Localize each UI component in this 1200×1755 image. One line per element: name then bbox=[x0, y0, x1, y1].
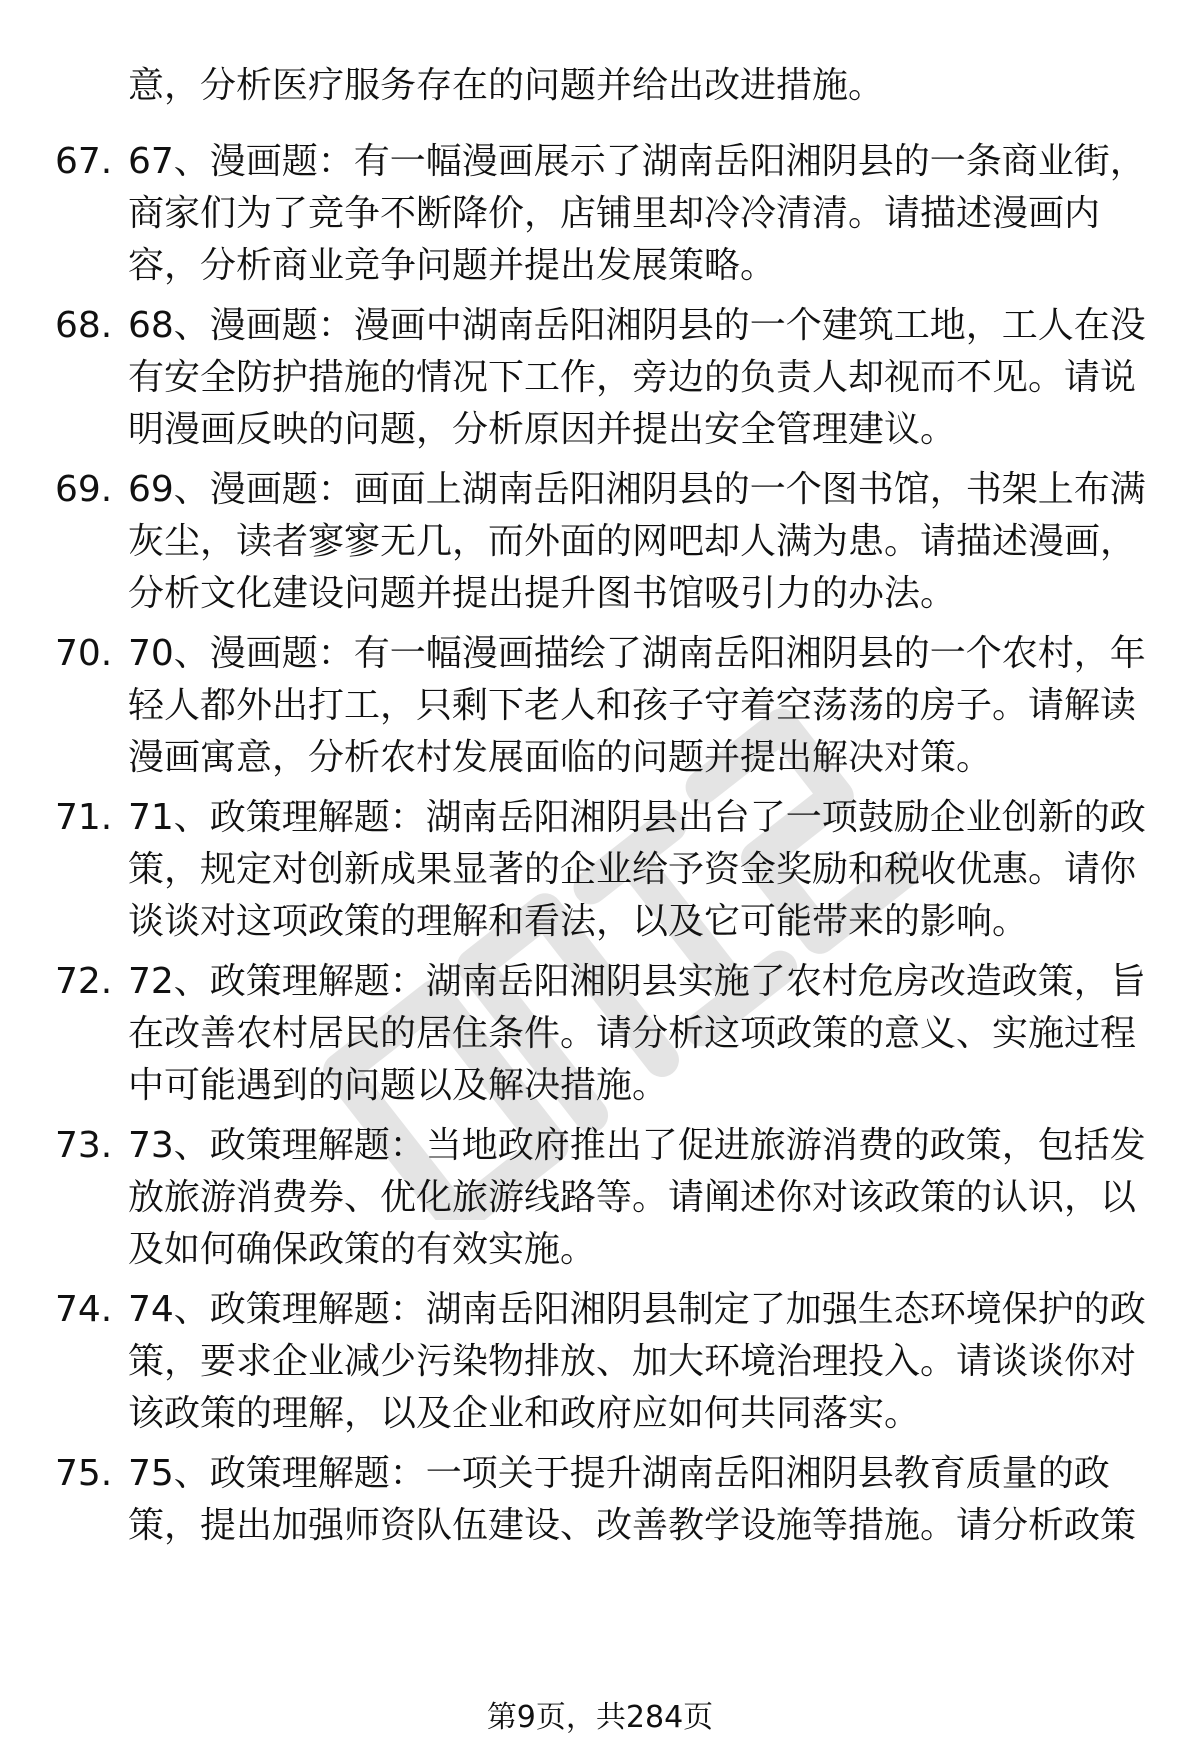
item-number: 68. bbox=[55, 305, 113, 346]
item-text-line: 在改善农村居民的居住条件。请分析这项政策的意义、实施过程 bbox=[128, 1013, 1137, 1054]
item-number: 67. bbox=[55, 141, 113, 182]
item-text bbox=[128, 628, 1158, 784]
item-text-line: 策，提出加强师资队伍建设、改善教学设施等措施。请分析政策 bbox=[128, 1505, 1137, 1546]
item-text-line: 有安全防护措施的情况下工作，旁边的负责人却视而不见。请说 bbox=[128, 357, 1137, 398]
item-text-line: 73、政策理解题：当地政府推出了促进旅游消费的政策，包括发 bbox=[128, 1125, 1146, 1166]
item-text-line: 明漫画反映的问题，分析原因并提出安全管理建议。 bbox=[128, 409, 957, 450]
item-text-line: 漫画寓意，分析农村发展面临的问题并提出解决对策。 bbox=[128, 737, 993, 778]
item-text-line: 71、政策理解题：湖南岳阳湘阴县出台了一项鼓励企业创新的政 bbox=[128, 797, 1146, 838]
item-text bbox=[128, 464, 1158, 620]
item-text-line: 谈谈对这项政策的理解和看法，以及它可能带来的影响。 bbox=[128, 901, 1029, 942]
item-text-line: 该政策的理解，以及企业和政府应如何共同落实。 bbox=[128, 1393, 921, 1434]
item-text bbox=[128, 956, 1158, 1112]
item-number: 75. bbox=[55, 1453, 113, 1494]
item-text-line: 75、政策理解题：一项关于提升湖南岳阳湘阴县教育质量的政 bbox=[128, 1453, 1110, 1494]
item-text bbox=[128, 1284, 1158, 1440]
item-text-line: 分析文化建设问题并提出提升图书馆吸引力的办法。 bbox=[128, 573, 957, 614]
item-text-line: 灰尘，读者寥寥无几，而外面的网吧却人满为患。请描述漫画， bbox=[128, 521, 1137, 562]
item-number: 70. bbox=[55, 633, 113, 674]
item-text-line: 及如何确保政策的有效实施。 bbox=[128, 1229, 597, 1270]
item-number: 73. bbox=[55, 1125, 113, 1166]
item-text-line: 69、漫画题：画面上湖南岳阳湘阴县的一个图书馆，书架上布满 bbox=[128, 469, 1146, 510]
item-text-line: 商家们为了竞争不断降价，店铺里却冷冷清清。请描述漫画内 bbox=[128, 193, 1101, 234]
item-text bbox=[128, 792, 1158, 948]
item-text-line: 74、政策理解题：湖南岳阳湘阴县制定了加强生态环境保护的政 bbox=[128, 1289, 1146, 1330]
item-text-line: 67、漫画题：有一幅漫画展示了湖南岳阳湘阴县的一条商业街， bbox=[128, 141, 1146, 182]
item-text-line: 策，要求企业减少污染物排放、加大环境治理投入。请谈谈你对 bbox=[128, 1341, 1137, 1382]
item-number: 74. bbox=[55, 1289, 113, 1330]
item-text-line: 72、政策理解题：湖南岳阳湘阴县实施了农村危房改造政策，旨 bbox=[128, 961, 1146, 1002]
item-text-line: 轻人都外出打工，只剩下老人和孩子守着空荡荡的房子。请解读 bbox=[128, 685, 1137, 726]
item-text-line: 70、漫画题：有一幅漫画描绘了湖南岳阳湘阴县的一个农村，年 bbox=[128, 633, 1146, 674]
item-number: 69. bbox=[55, 469, 113, 510]
item-text-line: 容，分析商业竞争问题并提出发展策略。 bbox=[128, 245, 777, 286]
item-text-line: 策，规定对创新成果显著的企业给予资金奖励和税收优惠。请你 bbox=[128, 849, 1137, 890]
intro-continuation-line: 意，分析医疗服务存在的问题并给出改进措施。 bbox=[128, 65, 885, 106]
item-number: 71. bbox=[55, 797, 113, 838]
item-text-line: 中可能遇到的问题以及解决措施。 bbox=[128, 1065, 669, 1106]
item-text-line: 放旅游消费券、优化旅游线路等。请阐述你对该政策的认识，以 bbox=[128, 1177, 1137, 1218]
item-text bbox=[128, 136, 1158, 292]
item-text bbox=[128, 1120, 1158, 1276]
item-text-line: 68、漫画题：漫画中湖南岳阳湘阴县的一个建筑工地，工人在没 bbox=[128, 305, 1146, 346]
item-text bbox=[128, 1448, 1158, 1552]
item-number: 72. bbox=[55, 961, 113, 1002]
item-text bbox=[128, 300, 1158, 456]
page-footer: 第9页，共284页 bbox=[486, 1700, 714, 1735]
